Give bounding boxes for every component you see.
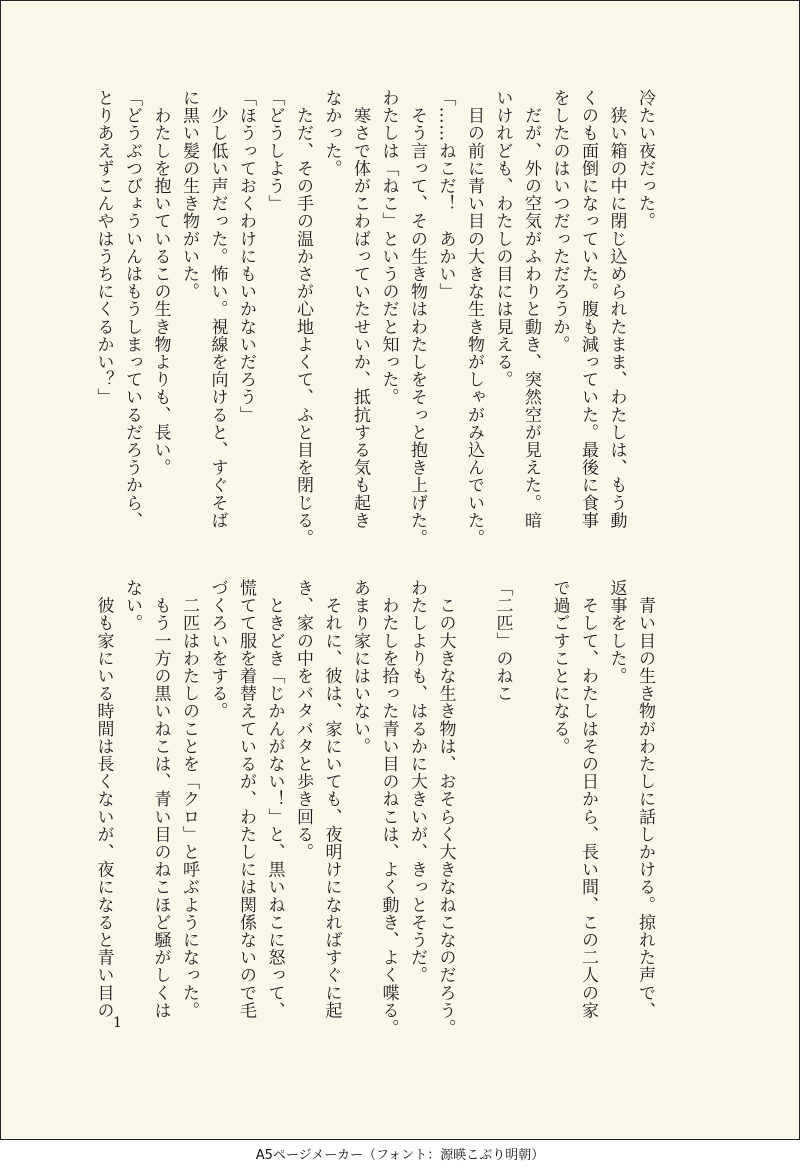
text-line: なかった。 xyxy=(321,89,342,177)
text-line: づくろいをする。 xyxy=(207,579,228,720)
text-line: ない。 xyxy=(122,579,142,632)
text-line: 返事をした。 xyxy=(606,579,627,685)
text-line: ただ、その手の温かさが心地よくて、ふと目を閉じる。 xyxy=(293,89,313,547)
text-line: くのも面倒になっていた。腹も減っていた。最後に食事 xyxy=(578,89,598,529)
text-line: 「二匹」のねこ xyxy=(492,579,513,703)
text-line: 少し低い声だった。怖い。視線を向けると、すぐそば xyxy=(207,89,228,529)
text-line: で過ごすことになる。 xyxy=(549,579,570,755)
text-line: に黒い髪の生き物がいた。 xyxy=(179,89,199,301)
text-line: をしたのはいつだっただろうか。 xyxy=(549,89,570,353)
text-line: とりあえずこんやはうちにくるかい？」 xyxy=(93,89,114,406)
text-line: 「どうぶつびょういんはもうしまっているだろうから、 xyxy=(122,89,142,529)
text-line: わたしを拾った青い目のねこは、よく動き、よく喋る。 xyxy=(378,579,399,1037)
text-line: 青い目の生き物がわたしに話しかける。掠れた声で、 xyxy=(635,579,655,1019)
text-line: それに、彼は、家にいても、夜明けになればすぐに起 xyxy=(321,579,342,1019)
upper-text-block xyxy=(89,89,659,559)
text-line: 二匹はわたしのことを「クロ」と呼ぶようになった。 xyxy=(179,579,199,1019)
text-line: 寒さで体がこわばっていたせいか、抵抗する気も起き xyxy=(350,89,370,529)
text-line: き、家の中をバタバタと歩き回る。 xyxy=(293,579,313,861)
text-line: そして、わたしはその日から、長い間、この二人の家 xyxy=(578,579,598,1019)
text-line: わたしを抱いているこの生き物よりも、長い。 xyxy=(150,89,171,477)
text-line: 目の前に青い目の大きな生き物がしゃがみ込んでいた。 xyxy=(464,89,484,547)
text-line: 慌てて服を着替えているが、わたしには関係ないので毛 xyxy=(236,579,256,1019)
text-line: わたしは「ねこ」というのだと知った。 xyxy=(378,89,399,406)
text-line: 彼も家にいる時間は長くないが、夜になると青い目の xyxy=(93,579,114,1019)
text-line: いけれども、わたしの目には見える。 xyxy=(492,89,513,389)
text-line: もう一方の黒いねこは、青い目のねこほど騒がしくは xyxy=(150,579,171,1019)
text-line: そう言って、その生き物はわたしをそっと抱き上げた。 xyxy=(407,89,427,547)
page-number: 1 xyxy=(113,1015,122,1031)
text-line: この大きな生き物は、おそらく大きなねこなのだろう。 xyxy=(435,579,456,1037)
text-line: ときどき「じかんがない！」と、黒いねこに怒って、 xyxy=(264,579,285,1019)
text-line: だが、外の空気がふわりと動き、突然空が見えた。暗 xyxy=(521,89,541,529)
text-line: あまり家にはいない。 xyxy=(350,579,370,755)
text-line: わたしよりも、はるかに大きいが、きっとそうだ。 xyxy=(407,579,427,984)
text-line: 狭い箱の中に閉じ込められたまま、わたしは、もう動 xyxy=(606,89,627,529)
text-line: 「ほうっておくわけにもいかないだろう」 xyxy=(236,89,256,424)
text-line xyxy=(460,579,489,1049)
lower-text-block xyxy=(89,579,659,1049)
footer-caption: A5ページメーカー（フォント：源暎こぶり明朝） xyxy=(255,1148,545,1163)
text-line: 「どうしよう」 xyxy=(264,89,285,213)
text-line: 冷たい夜だった。 xyxy=(635,89,655,230)
text-line xyxy=(517,579,546,1049)
text-line: 「……ねこだ！ あかい」 xyxy=(435,89,456,301)
